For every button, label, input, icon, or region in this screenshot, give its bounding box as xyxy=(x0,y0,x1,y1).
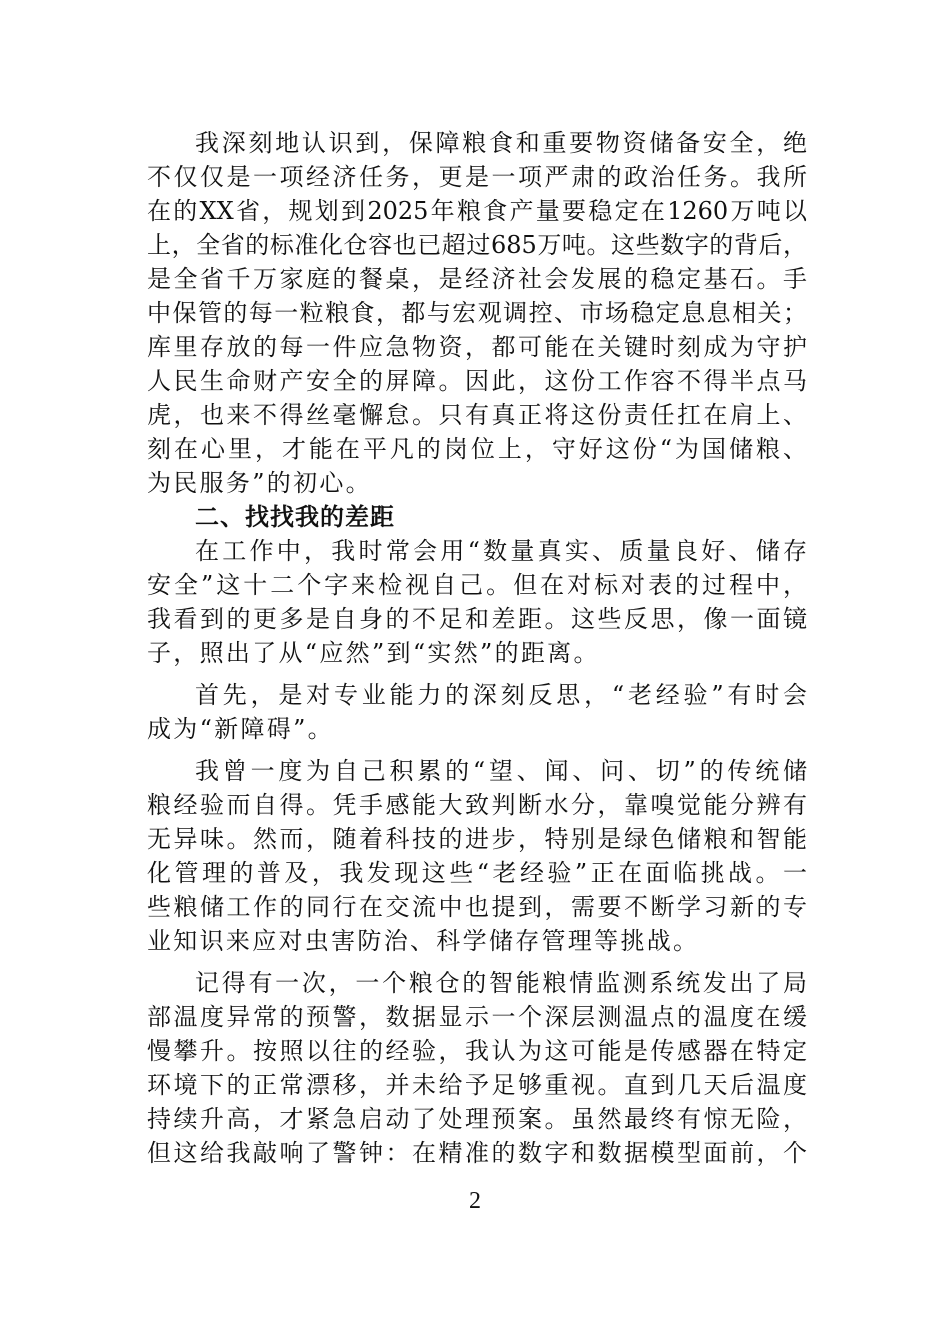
text-line: 是全省千万家庭的餐桌，是经济社会发展的稳定基石。手 xyxy=(147,265,807,293)
text-line: 记得有一次，一个粮仓的智能粮情监测系统发出了局 xyxy=(195,969,807,997)
text-line: 部温度异常的预警，数据显示一个深层测温点的温度在缓 xyxy=(147,1003,807,1031)
text-line: 人民生命财产安全的屏障。因此，这份工作容不得半点马 xyxy=(147,367,807,395)
text-line: 但这给我敲响了警钟：在精准的数字和数据模型面前，个 xyxy=(147,1139,807,1167)
text-line: 我曾一度为自己积累的“望、闻、问、切”的传统储 xyxy=(195,757,807,785)
text-line: 在的XX省，规划到2025年粮食产量要稳定在1260万吨以 xyxy=(147,197,807,225)
text-line: 成为“新障碍”。 xyxy=(147,715,334,743)
text-line: 库里存放的每一件应急物资，都可能在关键时刻成为守护 xyxy=(147,333,807,361)
text-line: 子，照出了从“应然”到“实然”的距离。 xyxy=(147,639,600,667)
text-line: 业知识来应对虫害防治、科学储存管理等挑战。 xyxy=(147,927,700,955)
text-line: 我深刻地认识到，保障粮食和重要物资储备安全，绝 xyxy=(195,129,807,157)
text-line: 粮经验而自得。凭手感能大致判断水分，靠嗅觉能分辨有 xyxy=(147,791,807,819)
page-number: 2 xyxy=(469,1188,481,1214)
text-line: 环境下的正常漂移，并未给予足够重视。直到几天后温度 xyxy=(147,1071,807,1099)
text-line: 上，全省的标准化仓容也已超过685万吨。这些数字的背后， xyxy=(147,231,807,259)
text-line: 在工作中，我时常会用“数量真实、质量良好、储存 xyxy=(195,537,807,565)
text-line: 虎，也来不得丝毫懈怠。只有真正将这份责任扛在肩上、 xyxy=(147,401,807,429)
text-line: 无异味。然而，随着科技的进步，特别是绿色储粮和智能 xyxy=(147,825,807,853)
text-line: 刻在心里，才能在平凡的岗位上，守好这份“为国储粮、 xyxy=(147,435,807,463)
section-heading: 二、找找我的差距 xyxy=(195,503,395,531)
text-line: 我看到的更多是自身的不足和差距。这些反思，像一面镜 xyxy=(147,605,807,633)
text-line: 首先，是对专业能力的深刻反思，“老经验”有时会 xyxy=(195,681,807,709)
text-line: 为民服务”的初心。 xyxy=(147,469,372,497)
text-line: 不仅仅是一项经济任务，更是一项严肃的政治任务。我所 xyxy=(147,163,807,191)
text-line: 中保管的每一粒粮食，都与宏观调控、市场稳定息息相关； xyxy=(147,299,807,327)
text-line: 些粮储工作的同行在交流中也提到，需要不断学习新的专 xyxy=(147,893,807,921)
text-line: 化管理的普及，我发现这些“老经验”正在面临挑战。一 xyxy=(147,859,807,887)
text-line: 安全”这十二个字来检视自己。但在对标对表的过程中， xyxy=(147,571,807,599)
text-line: 持续升高，才紧急启动了处理预案。虽然最终有惊无险， xyxy=(147,1105,807,1133)
text-line: 慢攀升。按照以往的经验，我认为这可能是传感器在特定 xyxy=(147,1037,807,1065)
